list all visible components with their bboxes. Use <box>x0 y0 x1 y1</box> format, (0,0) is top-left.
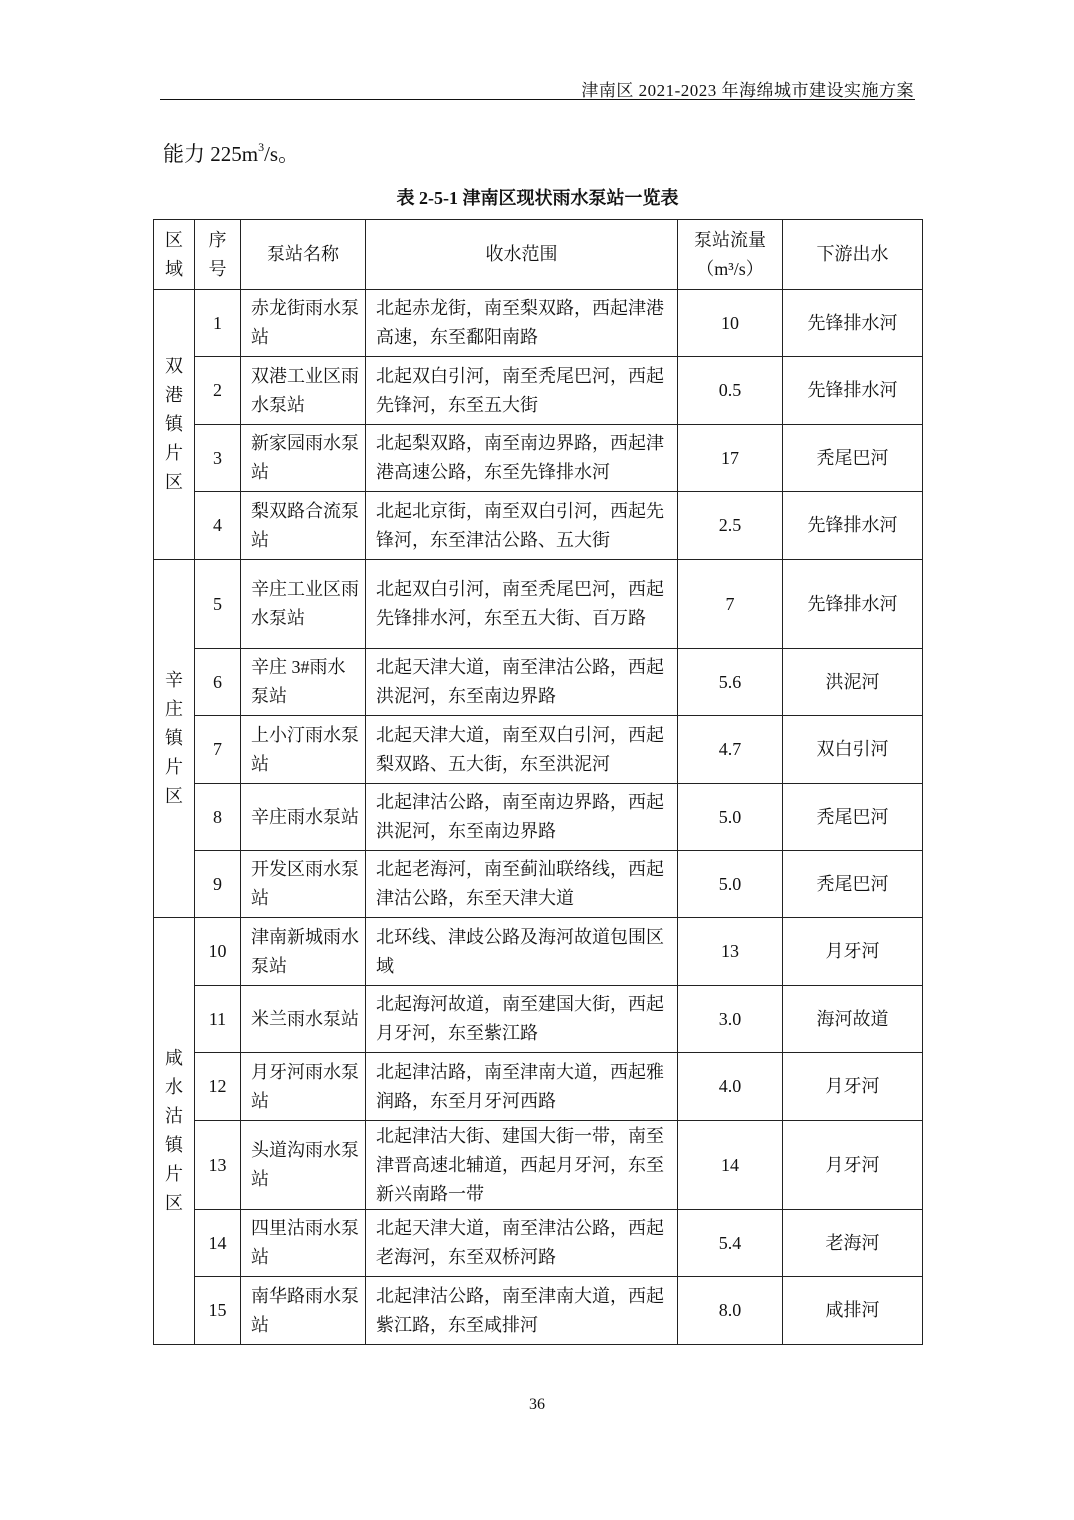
table-row <box>154 357 923 425</box>
header-flow <box>678 220 783 290</box>
region-char: 庄 <box>165 699 183 719</box>
cell-flow: 5.0 <box>678 851 783 918</box>
cell-scope: 北起梨双路，南至南边界路，西起津港高速公路，东至先锋排水河 <box>366 425 678 492</box>
cell-outlet: 洪泥河 <box>783 649 923 716</box>
cell-no: 13 <box>195 1121 241 1210</box>
cell-no: 9 <box>195 851 241 918</box>
cell-no: 12 <box>195 1053 241 1121</box>
cell-no: 4 <box>195 492 241 560</box>
page-number: 36 <box>529 1396 545 1413</box>
cell-scope: 北起天津大道，南至津沽公路，西起老海河，东至双桥河路 <box>366 1210 678 1277</box>
cell-outlet: 月牙河 <box>783 1053 923 1121</box>
header-region <box>154 220 195 290</box>
table-row <box>154 918 923 986</box>
cell-outlet: 秃尾巴河 <box>783 851 923 918</box>
cell-flow: 14 <box>678 1121 783 1210</box>
header-region-line-2: 域 <box>165 258 183 279</box>
table-caption: 表 2-5-1 津南区现状雨水泵站一览表 <box>396 188 679 208</box>
header-name: 泵站名称 <box>241 220 366 290</box>
region-char: 片 <box>165 443 183 463</box>
cell-no: 15 <box>195 1277 241 1345</box>
region-char: 区 <box>165 786 183 806</box>
cell-name: 双港工业区雨水泵站 <box>241 357 366 425</box>
cell-scope: 北起双白引河，南至秃尾巴河，西起先锋排水河，东至五大街、百万路 <box>366 560 678 649</box>
cell-scope: 北起赤龙街，南至梨双路，西起津港高速，东至鄱阳南路 <box>366 290 678 357</box>
cell-name: 津南新城雨水泵站 <box>241 918 366 986</box>
cell-flow: 4.0 <box>678 1053 783 1121</box>
cell-flow: 3.0 <box>678 986 783 1053</box>
cell-scope: 北起津沽公路，南至津南大道，西起紫江路，东至咸排河 <box>366 1277 678 1345</box>
cell-outlet: 月牙河 <box>783 918 923 986</box>
cell-outlet: 先锋排水河 <box>783 357 923 425</box>
cell-flow: 4.7 <box>678 716 783 784</box>
cell-no: 11 <box>195 986 241 1053</box>
cell-name: 头道沟雨水泵站 <box>241 1121 366 1210</box>
cell-outlet: 月牙河 <box>783 1121 923 1210</box>
cell-scope: 北起天津大道，南至津沽公路，西起洪泥河，东至南边界路 <box>366 649 678 716</box>
cell-outlet: 双白引河 <box>783 716 923 784</box>
header-rule <box>160 99 915 100</box>
cell-scope: 北起天津大道，南至双白引河，西起梨双路、五大街，东至洪泥河 <box>366 716 678 784</box>
cell-scope: 北起双白引河，南至秃尾巴河，西起先锋河，东至五大街 <box>366 357 678 425</box>
cell-outlet: 先锋排水河 <box>783 492 923 560</box>
region-char: 沽 <box>165 1106 183 1126</box>
header-seq <box>195 220 241 290</box>
region-char: 片 <box>165 757 183 777</box>
cell-name: 辛庄 3#雨水泵站 <box>241 649 366 716</box>
region-cell-shuanggang <box>154 290 195 560</box>
table-row <box>154 1210 923 1277</box>
cell-no: 3 <box>195 425 241 492</box>
region-char: 区 <box>165 1193 183 1213</box>
cell-scope: 北起津沽公路，南至南边界路，西起洪泥河，东至南边界路 <box>366 784 678 851</box>
region-char: 区 <box>165 472 183 492</box>
cell-no: 5 <box>195 560 241 649</box>
header-flow-line-2: （m³/s） <box>696 258 764 279</box>
table-row <box>154 1277 923 1345</box>
cell-outlet: 先锋排水河 <box>783 560 923 649</box>
table-row <box>154 649 923 716</box>
cell-name: 赤龙街雨水泵站 <box>241 290 366 357</box>
region-char: 辛 <box>165 670 183 690</box>
cell-scope: 北环线、津歧公路及海河故道包围区域 <box>366 918 678 986</box>
cell-flow: 2.5 <box>678 492 783 560</box>
table-row <box>154 290 923 357</box>
intro-suffix: /s。 <box>264 142 300 166</box>
table-row <box>154 1053 923 1121</box>
intro-prefix: 能力 225m <box>163 142 259 166</box>
cell-no: 1 <box>195 290 241 357</box>
cell-flow: 5.6 <box>678 649 783 716</box>
region-char: 镇 <box>165 414 183 434</box>
intro-superscript: 3 <box>258 140 265 154</box>
cell-name: 梨双路合流泵站 <box>241 492 366 560</box>
cell-outlet: 先锋排水河 <box>783 290 923 357</box>
header-seq-line-2: 号 <box>208 258 227 279</box>
cell-outlet: 秃尾巴河 <box>783 784 923 851</box>
cell-name: 辛庄工业区雨水泵站 <box>241 560 366 649</box>
cell-flow: 7 <box>678 560 783 649</box>
cell-name: 四里沽雨水泵站 <box>241 1210 366 1277</box>
cell-scope: 北起津沽路，南至津南大道，西起雅润路，东至月牙河西路 <box>366 1053 678 1121</box>
cell-outlet: 老海河 <box>783 1210 923 1277</box>
cell-no: 6 <box>195 649 241 716</box>
cell-no: 10 <box>195 918 241 986</box>
header-region-line-1: 区 <box>165 229 183 250</box>
pump-station-table <box>153 219 923 1345</box>
cell-flow: 8.0 <box>678 1277 783 1345</box>
region-char: 镇 <box>165 1135 183 1155</box>
table-row <box>154 425 923 492</box>
cell-flow: 5.0 <box>678 784 783 851</box>
header-outlet: 下游出水 <box>783 220 923 290</box>
region-char: 双 <box>165 356 183 376</box>
intro-text <box>163 138 299 168</box>
cell-name: 南华路雨水泵站 <box>241 1277 366 1345</box>
cell-name: 上小汀雨水泵站 <box>241 716 366 784</box>
table-row <box>154 1121 923 1210</box>
cell-no: 7 <box>195 716 241 784</box>
table-header-row <box>154 220 923 290</box>
cell-outlet: 海河故道 <box>783 986 923 1053</box>
cell-scope: 北起海河故道，南至建国大街，西起月牙河，东至紫江路 <box>366 986 678 1053</box>
table-row <box>154 784 923 851</box>
cell-name: 开发区雨水泵站 <box>241 851 366 918</box>
table-row <box>154 560 923 649</box>
header-seq-line-1: 序 <box>208 229 227 250</box>
region-char: 咸 <box>165 1048 183 1068</box>
cell-name: 新家园雨水泵站 <box>241 425 366 492</box>
running-header: 津南区 2021-2023 年海绵城市建设实施方案 <box>581 81 914 100</box>
header-scope: 收水范围 <box>366 220 678 290</box>
cell-name: 米兰雨水泵站 <box>241 986 366 1053</box>
cell-no: 14 <box>195 1210 241 1277</box>
table-row <box>154 492 923 560</box>
region-cell-xinzhuang <box>154 560 195 918</box>
table-row <box>154 986 923 1053</box>
table-row <box>154 716 923 784</box>
cell-no: 8 <box>195 784 241 851</box>
region-cell-xianshuigu <box>154 918 195 1345</box>
cell-scope: 北起津沽大街、建国大街一带，南至津晋高速北辅道，西起月牙河，东至新兴南路一带 <box>366 1121 678 1210</box>
cell-outlet: 秃尾巴河 <box>783 425 923 492</box>
region-char: 片 <box>165 1164 183 1184</box>
cell-scope: 北起北京街，南至双白引河，西起先锋河，东至津沽公路、五大街 <box>366 492 678 560</box>
cell-flow: 10 <box>678 290 783 357</box>
table-row <box>154 851 923 918</box>
region-char: 水 <box>165 1077 183 1097</box>
cell-scope: 北起老海河，南至蓟汕联络线，西起津沽公路，东至天津大道 <box>366 851 678 918</box>
cell-outlet: 咸排河 <box>783 1277 923 1345</box>
cell-flow: 13 <box>678 918 783 986</box>
cell-no: 2 <box>195 357 241 425</box>
cell-name: 辛庄雨水泵站 <box>241 784 366 851</box>
region-char: 港 <box>165 385 183 405</box>
cell-name: 月牙河雨水泵站 <box>241 1053 366 1121</box>
header-flow-line-1: 泵站流量 <box>694 229 766 250</box>
region-char: 镇 <box>165 728 183 748</box>
cell-flow: 17 <box>678 425 783 492</box>
cell-flow: 5.4 <box>678 1210 783 1277</box>
cell-flow: 0.5 <box>678 357 783 425</box>
